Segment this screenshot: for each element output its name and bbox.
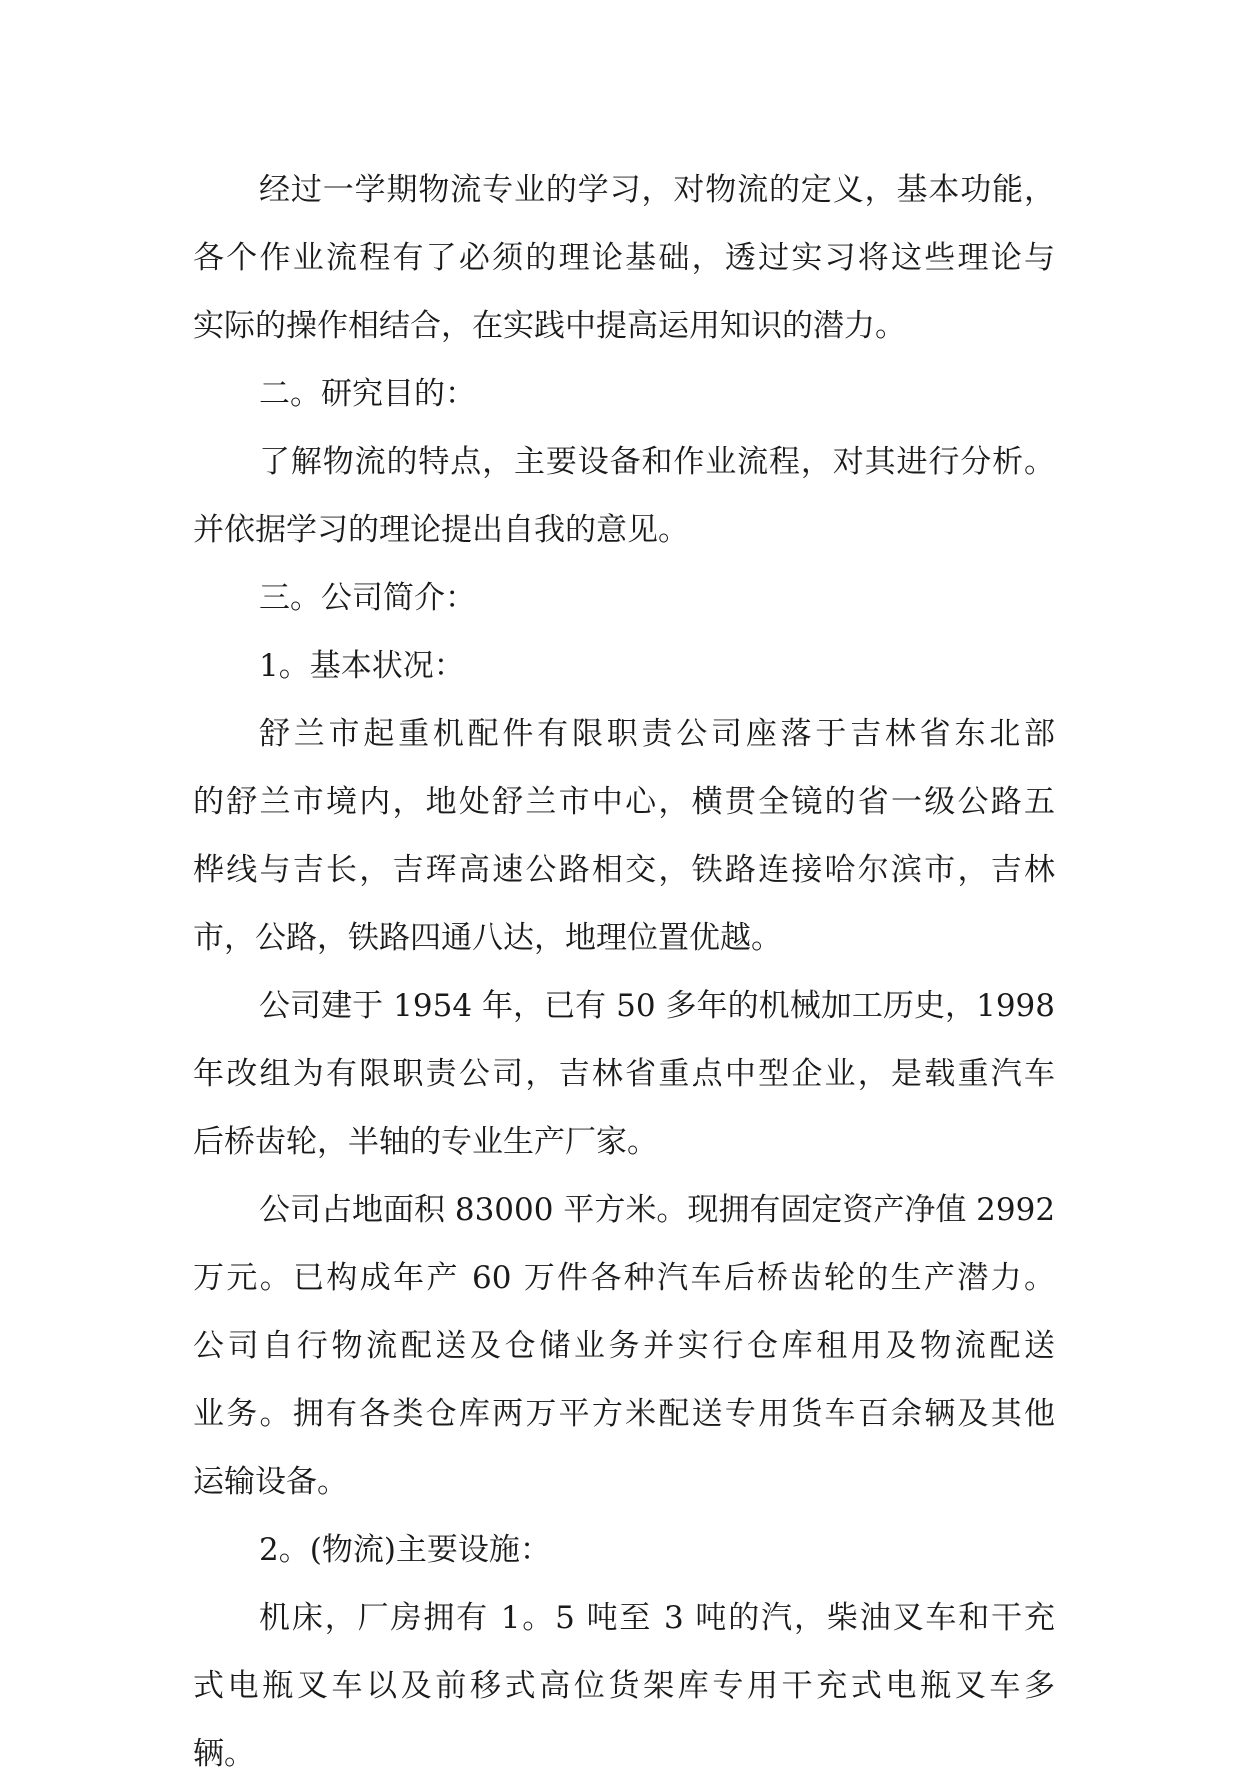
- text-line: 经过一学期物流专业的学习，对物流的定义，基本功能，: [259, 172, 1055, 208]
- text-line: 公司占地面积 83000 平方米。现拥有固定资产净值 2992: [259, 1192, 1056, 1228]
- section-heading: 二。研究目的：: [259, 376, 476, 412]
- text-line: 业务。拥有各类仓库两万平方米配送专用货车百余辆及其他: [193, 1396, 1055, 1432]
- text-line: 的舒兰市境内，地处舒兰市中心，横贯全镜的省一级公路五: [193, 784, 1055, 820]
- text-line: 公司建于 1954 年，已有 50 多年的机械加工历史，1998: [259, 988, 1055, 1024]
- subsection-heading: 2。(物流)主要设施：: [259, 1532, 551, 1568]
- text-line: 运输设备。: [193, 1464, 348, 1500]
- text-line: 了解物流的特点，主要设备和作业流程，对其进行分析。: [259, 444, 1055, 480]
- section-heading: 三。公司简介：: [259, 580, 476, 616]
- text-line: 舒兰市起重机配件有限职责公司座落于吉林省东北部: [259, 716, 1055, 752]
- text-line: 年改组为有限职责公司，吉林省重点中型企业，是载重汽车: [193, 1056, 1055, 1092]
- text-line: 万元。已构成年产 60 万件各种汽车后桥齿轮的生产潜力。: [193, 1260, 1055, 1296]
- text-line: 机床，厂房拥有 1。5 吨至 3 吨的汽，柴油叉车和干充: [259, 1600, 1055, 1636]
- document-body: [193, 156, 1055, 1788]
- text-line: 后桥齿轮，半轴的专业生产厂家。: [193, 1124, 658, 1160]
- text-line: 并依据学习的理论提出自我的意见。: [193, 512, 689, 548]
- text-line: 实际的操作相结合，在实践中提高运用知识的潜力。: [193, 308, 906, 344]
- text-line: 各个作业流程有了必须的理论基础，透过实习将这些理论与: [193, 240, 1055, 276]
- text-line: 式电瓶叉车以及前移式高位货架库专用干充式电瓶叉车多: [193, 1668, 1055, 1704]
- text-line: 桦线与吉长，吉珲高速公路相交，铁路连接哈尔滨市，吉林: [193, 852, 1055, 888]
- text-line: 辆。: [193, 1736, 255, 1772]
- text-line: 公司自行物流配送及仓储业务并实行仓库租用及物流配送: [193, 1328, 1055, 1364]
- text-line: 市，公路，铁路四通八达，地理位置优越。: [193, 920, 782, 956]
- subsection-heading: 1。基本状况：: [259, 648, 465, 684]
